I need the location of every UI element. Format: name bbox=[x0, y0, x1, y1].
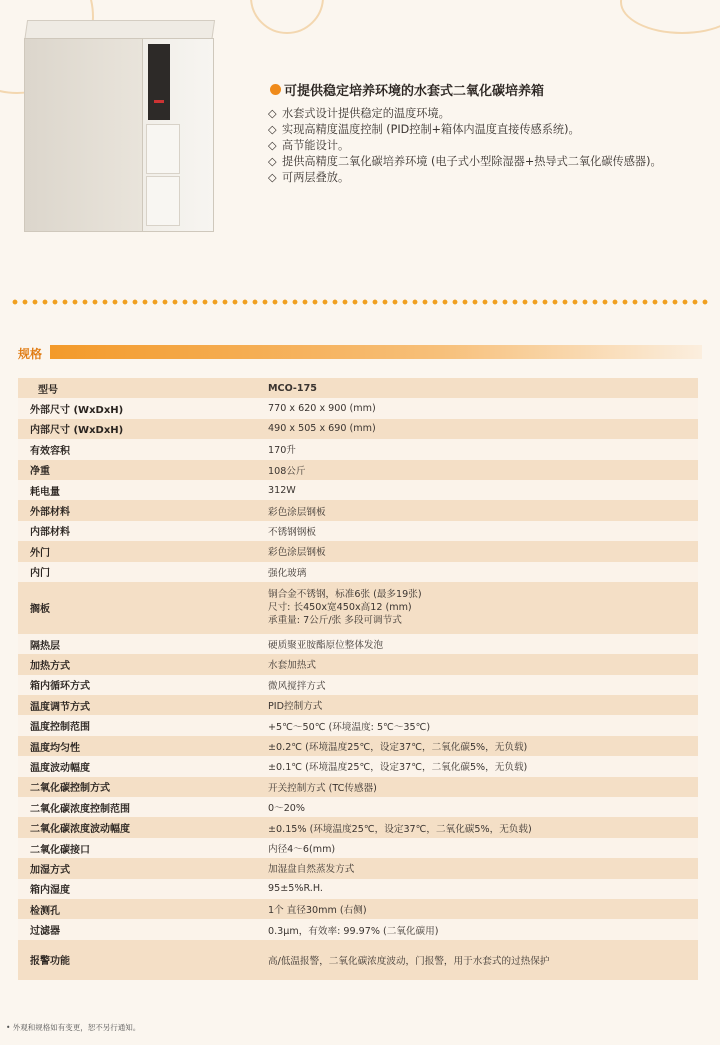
spec-row bbox=[18, 634, 698, 654]
spec-value-line: 承重量: 7公斤/张 多段可调节式 bbox=[268, 615, 402, 627]
spec-label: 二氧化碳浓度波动幅度 bbox=[18, 817, 256, 837]
spec-label: 检测孔 bbox=[18, 899, 256, 919]
orange-dot-icon bbox=[270, 84, 281, 95]
spec-row bbox=[18, 460, 698, 480]
spec-row bbox=[18, 899, 698, 919]
spec-row bbox=[18, 419, 698, 439]
spec-label: 箱内循环方式 bbox=[18, 675, 256, 695]
spec-label: 温度均匀性 bbox=[18, 736, 256, 756]
spec-label: 外部材料 bbox=[18, 500, 256, 520]
decorative-circle bbox=[620, 0, 720, 34]
spec-value-line: 尺寸: 长450x宽450x高12 (mm) bbox=[268, 602, 412, 614]
feature-item: ◇ 可两层叠放。 bbox=[268, 171, 350, 184]
spec-row bbox=[18, 675, 698, 695]
spec-row bbox=[18, 500, 698, 520]
feature-item: ◇ 水套式设计提供稳定的温度环境。 bbox=[268, 107, 450, 120]
spec-label: 搁板 bbox=[18, 582, 256, 634]
spec-row bbox=[18, 562, 698, 582]
diamond-bullet-icon: ◇ bbox=[268, 123, 277, 136]
spec-label: 温度调节方式 bbox=[18, 695, 256, 715]
spec-row bbox=[18, 817, 698, 837]
spec-label: 耗电量 bbox=[18, 480, 256, 500]
spec-label: 二氧化碳控制方式 bbox=[18, 777, 256, 797]
spec-value: 770 x 620 x 900 (mm) bbox=[256, 398, 698, 418]
spec-value: 不锈钢钢板 bbox=[256, 521, 698, 541]
spec-value: 0～20% bbox=[256, 797, 698, 817]
spec-row bbox=[18, 940, 698, 980]
spec-value: 加湿盘自然蒸发方式 bbox=[256, 858, 698, 878]
spec-row bbox=[18, 521, 698, 541]
spec-value: 170升 bbox=[256, 439, 698, 459]
spec-row bbox=[18, 715, 698, 735]
feature-item: ◇ 实现高精度温度控制 (PID控制+箱体内温度直接传感系统)。 bbox=[268, 123, 580, 136]
spec-value: 开关控制方式 (TC传感器) bbox=[256, 777, 698, 797]
spec-row bbox=[18, 439, 698, 459]
diamond-bullet-icon: ◇ bbox=[268, 171, 277, 184]
spec-row bbox=[18, 838, 698, 858]
spec-row bbox=[18, 797, 698, 817]
spec-value: 微风搅拌方式 bbox=[256, 675, 698, 695]
footnote: • 外观和规格如有变更，恕不另行通知。 bbox=[6, 1023, 141, 1032]
spec-label: 过滤器 bbox=[18, 919, 256, 939]
spec-row bbox=[18, 541, 698, 561]
spec-row bbox=[18, 480, 698, 500]
spec-row bbox=[18, 756, 698, 776]
spec-label: 二氧化碳接口 bbox=[18, 838, 256, 858]
spec-label: 净重 bbox=[18, 460, 256, 480]
spec-row bbox=[18, 378, 698, 398]
spec-label: 箱内湿度 bbox=[18, 879, 256, 899]
spec-value: MCO-175 bbox=[256, 378, 698, 398]
spec-value: ±0.1℃ (环境温度25℃，设定37℃，二氧化碳5%，无负载) bbox=[256, 756, 698, 776]
spec-label: 二氧化碳浓度控制范围 bbox=[18, 797, 256, 817]
spec-label: 内部材料 bbox=[18, 521, 256, 541]
spec-row bbox=[18, 654, 698, 674]
spec-label: 加热方式 bbox=[18, 654, 256, 674]
spec-label: 加湿方式 bbox=[18, 858, 256, 878]
spec-value: 95±5%R.H. bbox=[256, 879, 698, 899]
diamond-bullet-icon: ◇ bbox=[268, 155, 277, 168]
spec-label: 有效容积 bbox=[18, 439, 256, 459]
spec-value: ±0.2℃ (环境温度25℃，设定37℃，二氧化碳5%，无负载) bbox=[256, 736, 698, 756]
spec-row bbox=[18, 777, 698, 797]
spec-label: 型号 bbox=[18, 378, 256, 398]
decorative-circle bbox=[250, 0, 324, 34]
spec-value: 490 x 505 x 690 (mm) bbox=[256, 419, 698, 439]
spec-label: 隔热层 bbox=[18, 634, 256, 654]
spec-row bbox=[18, 582, 698, 634]
feature-item: ◇ 高节能设计。 bbox=[268, 139, 350, 152]
spec-row bbox=[18, 879, 698, 899]
spec-value bbox=[256, 582, 698, 634]
product-headline bbox=[270, 80, 544, 99]
spec-value: 312W bbox=[256, 480, 698, 500]
spec-value: 1个 直径30mm (右侧) bbox=[256, 899, 698, 919]
spec-value: 彩色涂层钢板 bbox=[256, 541, 698, 561]
feature-list bbox=[268, 106, 708, 186]
spec-value: PID控制方式 bbox=[256, 695, 698, 715]
diamond-bullet-icon: ◇ bbox=[268, 139, 277, 152]
spec-label: 外部尺寸 (WxDxH) bbox=[18, 398, 256, 418]
spec-value: +5℃～50℃ (环境温度: 5℃～35℃) bbox=[256, 715, 698, 735]
spec-section-bar bbox=[50, 345, 702, 359]
spec-label: 外门 bbox=[18, 541, 256, 561]
spec-value: 内径4～6(mm) bbox=[256, 838, 698, 858]
spec-value: 108公斤 bbox=[256, 460, 698, 480]
spec-value: 强化玻璃 bbox=[256, 562, 698, 582]
spec-label: 温度控制范围 bbox=[18, 715, 256, 735]
feature-item: ◇ 提供高精度二氧化碳培养环境 (电子式小型除湿器+热导式二氧化碳传感器)。 bbox=[268, 155, 662, 168]
spec-value: 高/低温报警，二氧化碳浓度波动，门报警，用于水套式的过热保护 bbox=[256, 940, 698, 980]
diamond-bullet-icon: ◇ bbox=[268, 107, 277, 120]
spec-value: 水套加热式 bbox=[256, 654, 698, 674]
spec-label: 内门 bbox=[18, 562, 256, 582]
spec-label: 内部尺寸 (WxDxH) bbox=[18, 419, 256, 439]
spec-label: 温度波动幅度 bbox=[18, 756, 256, 776]
spec-table bbox=[18, 378, 698, 980]
spec-value: 硬质聚亚胺酯原位整体发泡 bbox=[256, 634, 698, 654]
spec-row bbox=[18, 858, 698, 878]
headline-text: 可提供稳定培养环境的水套式二氧化碳培养箱 bbox=[284, 84, 545, 99]
spec-value: 彩色涂层钢板 bbox=[256, 500, 698, 520]
spec-value-line: 铜合金不锈钢，标准6张 (最多19张) bbox=[268, 589, 422, 601]
dotted-divider bbox=[10, 298, 710, 306]
spec-value: ±0.15% (环境温度25℃，设定37℃，二氧化碳5%，无负载) bbox=[256, 817, 698, 837]
spec-row bbox=[18, 398, 698, 418]
product-image-incubator bbox=[24, 20, 218, 232]
spec-row bbox=[18, 695, 698, 715]
spec-section-title: 规格 bbox=[18, 347, 43, 361]
spec-row bbox=[18, 919, 698, 939]
spec-row bbox=[18, 736, 698, 756]
spec-label: 报警功能 bbox=[18, 940, 256, 980]
spec-value: 0.3μm，有效率: 99.97% (二氧化碳用) bbox=[256, 919, 698, 939]
